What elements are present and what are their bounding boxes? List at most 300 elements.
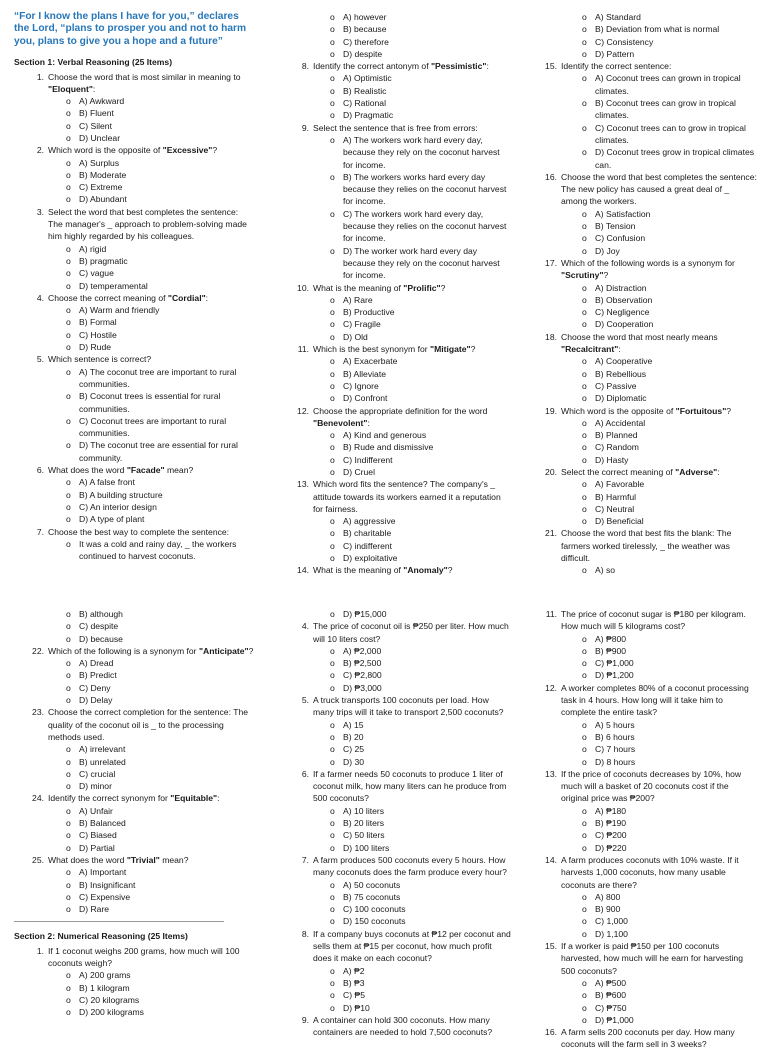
option-text: C) Ignore: [343, 380, 379, 391]
answer-option: [527, 355, 757, 367]
option-list: [527, 11, 757, 60]
option-text: C) ₱1,000: [595, 658, 634, 669]
circle-bullet-icon: o: [582, 356, 587, 367]
question-punctuation: mean?: [159, 854, 189, 865]
answer-option: [279, 903, 511, 915]
option-text: D) 30: [343, 756, 365, 767]
question-punctuation: :: [717, 466, 720, 477]
circle-bullet-icon: o: [66, 501, 71, 512]
option-text: B) Balanced: [79, 818, 126, 829]
option-text: B) Moderate: [79, 169, 127, 180]
option-text: C) ₱5: [343, 990, 365, 1001]
question-text: If a worker is paid ₱150 per 100 coconuts harvested, how much will he earn for harvesting 500 coconuts?: [561, 941, 743, 976]
question-stem: [14, 144, 254, 156]
circle-bullet-icon: o: [582, 417, 587, 428]
circle-bullet-icon: o: [582, 98, 587, 109]
circle-bullet-icon: o: [66, 879, 71, 890]
answer-option: [14, 842, 254, 854]
circle-bullet-icon: o: [330, 36, 335, 47]
answer-option: [279, 669, 511, 681]
circle-bullet-icon: o: [582, 368, 587, 379]
question-stem: [279, 620, 511, 645]
answer-option: [14, 608, 254, 620]
option-text: B) The workers works hard every day because they relies on the coconut harvest for income.: [343, 171, 507, 207]
question-item: [527, 940, 757, 1026]
option-text: A) Satisfaction: [595, 208, 651, 219]
option-text: C) Consistency: [595, 36, 654, 47]
answer-option: [527, 232, 757, 244]
answer-option: [279, 429, 511, 441]
option-text: D) Unclear: [79, 133, 121, 143]
question-text: Which sentence is correct?: [48, 354, 152, 365]
circle-bullet-icon: o: [582, 36, 587, 47]
answer-option: [14, 107, 254, 119]
circle-bullet-icon: o: [582, 208, 587, 219]
answer-option: [279, 891, 511, 903]
question-stem: [14, 464, 254, 476]
question-item: [527, 527, 757, 576]
question-stem: [527, 257, 757, 282]
column-middle: [279, 11, 511, 577]
circle-bullet-icon: o: [582, 756, 587, 767]
option-text: C) Coconut trees are important to rural communities.: [79, 415, 227, 439]
answer-option: [14, 982, 254, 994]
option-list: [14, 304, 254, 353]
question-keyword: "Benevolent": [313, 417, 368, 428]
question-number: 8.: [301, 61, 309, 72]
circle-bullet-icon: o: [582, 454, 587, 465]
option-list: [279, 879, 511, 928]
option-list: [527, 805, 757, 854]
answer-option: [279, 977, 511, 989]
question-item: [527, 682, 757, 768]
option-text: B) Rebellious: [595, 368, 647, 379]
option-text: C) ₱200: [595, 830, 627, 841]
question-stem: [14, 792, 254, 804]
option-text: B) 1 kilogram: [79, 982, 130, 993]
question-number: 19.: [545, 405, 557, 416]
question-item: [14, 206, 254, 292]
option-text: D) Hasty: [595, 454, 629, 465]
option-text: C) Coconut trees can to grow in tropical climates.: [595, 122, 746, 145]
circle-bullet-icon: o: [330, 516, 335, 527]
circle-bullet-icon: o: [66, 477, 71, 488]
option-text: C) Fragile: [343, 319, 381, 330]
answer-option: [279, 208, 511, 245]
question-stem: [279, 405, 511, 430]
question-text: A farm produces coconuts with 10% waste. If it harvests 1,000 coconuts, how many usable coconuts are there?: [561, 854, 739, 890]
circle-bullet-icon: o: [330, 73, 335, 84]
section-1-title: Section 1: Verbal Reasoning (25 Items): [14, 57, 173, 68]
answer-option: [279, 965, 511, 977]
circle-bullet-icon: o: [582, 221, 587, 232]
answer-option: [527, 564, 757, 576]
answer-option: [279, 245, 511, 282]
circle-bullet-icon: o: [582, 842, 587, 853]
option-text: A) 5 hours: [595, 719, 635, 730]
option-list: [279, 515, 511, 564]
option-text: A) Unfair: [79, 805, 113, 816]
circle-bullet-icon: o: [582, 818, 587, 829]
answer-option: [527, 928, 757, 940]
answer-option: [279, 134, 511, 171]
circle-bullet-icon: o: [66, 805, 71, 816]
answer-option: [279, 11, 511, 23]
circle-bullet-icon: o: [330, 744, 335, 755]
answer-option: [14, 267, 254, 279]
answer-option: [14, 768, 254, 780]
answer-option: [279, 171, 511, 208]
circle-bullet-icon: o: [66, 744, 71, 755]
question-stem: [14, 706, 254, 743]
answer-option: [279, 368, 511, 380]
answer-option: [14, 169, 254, 181]
answer-option: [527, 989, 757, 1001]
answer-option: [279, 743, 511, 755]
option-text: C) The workers work hard every day, because they relies on the coconut harvest for income.: [343, 208, 507, 244]
option-text: C) 20 kilograms: [79, 994, 140, 1005]
option-text: B) Fluent: [79, 108, 114, 119]
question-item: [527, 257, 757, 331]
question-list: [14, 71, 254, 563]
answer-option: [527, 380, 757, 392]
answer-option: [527, 805, 757, 817]
answer-option: [14, 157, 254, 169]
question-number: 15.: [545, 941, 557, 952]
answer-option: [527, 503, 757, 515]
question-item: [279, 60, 511, 121]
question-text: Which of the following is a synonym for: [48, 645, 199, 656]
option-text: B) 20: [343, 731, 364, 742]
answer-option: [14, 669, 254, 681]
option-text: B) Tension: [595, 221, 636, 232]
question-stem: [14, 945, 254, 970]
question-item: [279, 854, 511, 928]
answer-option: [279, 608, 511, 620]
question-text: If a company buys coconuts at ₱12 per coconut and sells them at ₱15 per coconut, how much profit does it make on each coconut?: [313, 928, 511, 964]
option-text: C) therefore: [343, 36, 389, 47]
question-punctuation: ?: [447, 565, 453, 576]
answer-option: [14, 866, 254, 878]
option-text: B) Coconut trees is essential for rural communities.: [79, 391, 221, 414]
question-item: [279, 343, 511, 404]
question-text: Choose the correct completion for the sentence: The quality of the coconut oil is _ to the processing methods used.: [48, 707, 248, 742]
question-text: If 1 coconut weighs 200 grams, how much will 100 coconuts weigh?: [48, 945, 240, 969]
question-punctuation: ?: [440, 282, 446, 293]
circle-bullet-icon: o: [582, 380, 587, 391]
option-text: C) Silent: [79, 120, 112, 131]
circle-bullet-icon: o: [582, 12, 587, 22]
answer-option: [527, 318, 757, 330]
circle-bullet-icon: o: [66, 830, 71, 841]
option-text: D) ₱1,200: [595, 670, 634, 681]
question-number: 20.: [545, 466, 557, 477]
circle-bullet-icon: o: [330, 208, 335, 219]
question-text: Choose the correct meaning of: [48, 292, 168, 303]
option-list: [527, 633, 757, 682]
circle-bullet-icon: o: [66, 342, 71, 353]
option-text: B) Insignificant: [79, 879, 136, 890]
answer-option: [527, 842, 757, 854]
answer-option: [527, 245, 757, 257]
option-text: C) vague: [79, 268, 114, 279]
answer-option: [279, 842, 511, 854]
circle-bullet-icon: o: [66, 415, 71, 426]
option-text: A) ₱2: [343, 965, 365, 976]
question-text: Select the sentence that is free from errors:: [313, 122, 478, 133]
option-text: A) Important: [79, 867, 127, 878]
question-item: [279, 405, 511, 479]
answer-option: [279, 805, 511, 817]
answer-option: [527, 429, 757, 441]
answer-option: [527, 731, 757, 743]
question-text: Identify the correct sentence:: [561, 61, 672, 72]
option-list: [14, 243, 254, 292]
circle-bullet-icon: o: [66, 133, 71, 143]
option-list: [14, 538, 254, 563]
option-text: A) Kind and generous: [343, 430, 427, 441]
question-text: A container can hold 300 coconuts. How many containers are needed to hold 7,500 coconuts?: [313, 1014, 493, 1038]
circle-bullet-icon: o: [582, 916, 587, 927]
option-text: C) Confusion: [595, 233, 646, 244]
question-item: [527, 11, 757, 60]
question-item: [14, 71, 254, 145]
circle-bullet-icon: o: [330, 609, 335, 619]
circle-bullet-icon: o: [330, 442, 335, 453]
question-list: [279, 11, 511, 577]
circle-bullet-icon: o: [66, 633, 71, 644]
option-list: [279, 72, 511, 121]
question-stem: [14, 71, 254, 96]
option-text: D) Partial: [79, 842, 115, 853]
question-number: 16.: [545, 171, 557, 182]
answer-option: [14, 390, 254, 415]
option-text: A) The coconut tree are important to rural communities.: [79, 366, 237, 389]
question-text: Which word is the opposite of: [48, 145, 163, 156]
circle-bullet-icon: o: [582, 633, 587, 644]
question-number: 14.: [297, 565, 309, 576]
answer-option: [527, 1014, 757, 1026]
answer-option: [279, 527, 511, 539]
question-text: If a farmer needs 50 coconuts to produce 1 liter of coconut milk, how many liters can he produce from 500 coconuts?: [313, 768, 507, 804]
option-text: D) despite: [343, 48, 383, 59]
option-list: [527, 417, 757, 466]
answer-option: [279, 294, 511, 306]
question-item: [279, 282, 511, 343]
question-keyword: "Recalcitrant": [561, 344, 619, 355]
question-text: The price of coconut sugar is ₱180 per kilogram. How much will 5 kilograms cost?: [561, 609, 746, 632]
circle-bullet-icon: o: [66, 514, 71, 525]
circle-bullet-icon: o: [582, 719, 587, 730]
question-number: 5.: [301, 695, 309, 706]
answer-option: [279, 331, 511, 343]
question-number: 9.: [301, 122, 309, 133]
answer-option: [527, 392, 757, 404]
question-stem: [14, 854, 254, 866]
option-list: [279, 294, 511, 343]
option-list: [279, 719, 511, 768]
question-keyword: "Pessimistic": [430, 61, 487, 72]
circle-bullet-icon: o: [330, 965, 335, 976]
answer-option: [279, 657, 511, 669]
answer-option: [14, 620, 254, 632]
answer-option: [279, 756, 511, 768]
question-number: 1.: [36, 71, 44, 82]
answer-option: [14, 366, 254, 391]
answer-option: [527, 891, 757, 903]
answer-option: [527, 669, 757, 681]
answer-option: [279, 109, 511, 121]
question-item: [527, 331, 757, 405]
answer-option: [14, 255, 254, 267]
question-stem: [279, 564, 511, 576]
circle-bullet-icon: o: [582, 744, 587, 755]
option-text: B) Planned: [595, 430, 638, 441]
option-text: B) 6 hours: [595, 731, 635, 742]
question-number: 3.: [36, 206, 44, 217]
circle-bullet-icon: o: [582, 122, 587, 133]
option-list: [279, 965, 511, 1014]
option-text: D) Cruel: [343, 466, 375, 477]
circle-bullet-icon: o: [582, 731, 587, 742]
answer-option: [279, 1002, 511, 1014]
question-text: The price of coconut oil is ₱250 per liter. How much will 10 liters cost?: [313, 621, 509, 644]
question-number: 9.: [301, 1014, 309, 1025]
option-text: A) The workers work hard every day, because they rely on the coconut harvest for income.: [343, 134, 500, 170]
answer-option: [527, 368, 757, 380]
option-text: B) although: [79, 609, 123, 619]
option-text: A) aggressive: [343, 516, 396, 527]
question-number: 16.: [545, 1027, 557, 1038]
column-left: [14, 608, 254, 1019]
option-text: A) 200 grams: [79, 970, 131, 981]
question-stem: [527, 682, 757, 719]
option-text: C) Biased: [79, 830, 117, 841]
question-stem: [527, 171, 757, 208]
answer-option: [527, 72, 757, 97]
question-keyword: "Excessive": [162, 145, 213, 156]
answer-option: [14, 181, 254, 193]
option-text: B) 900: [595, 904, 621, 915]
circle-bullet-icon: o: [330, 98, 335, 109]
question-text: Which of the following words is a synonym for: [561, 257, 735, 268]
circle-bullet-icon: o: [330, 356, 335, 367]
option-text: D) Pattern: [595, 48, 635, 59]
answer-option: [279, 829, 511, 841]
answer-option: [279, 97, 511, 109]
circle-bullet-icon: o: [582, 830, 587, 841]
option-list: [14, 608, 254, 645]
circle-bullet-icon: o: [330, 682, 335, 693]
circle-bullet-icon: o: [582, 393, 587, 404]
circle-bullet-icon: o: [330, 891, 335, 902]
option-text: C) Random: [595, 442, 639, 453]
circle-bullet-icon: o: [330, 466, 335, 477]
circle-bullet-icon: o: [582, 977, 587, 988]
question-text: Identify the correct synonym for: [48, 793, 171, 804]
page-gap: [0, 578, 768, 604]
question-number: 10.: [297, 282, 309, 293]
option-list: [14, 366, 254, 464]
question-number: 12.: [545, 682, 557, 693]
circle-bullet-icon: o: [66, 489, 71, 500]
circle-bullet-icon: o: [330, 879, 335, 890]
question-text: Choose the word that best completes the sentence: The new policy has caused a great deal of _ among the workers.: [561, 171, 757, 207]
question-item: [279, 478, 511, 564]
question-stem: [279, 694, 511, 719]
answer-option: [527, 645, 757, 657]
answer-option: [14, 329, 254, 341]
circle-bullet-icon: o: [66, 781, 71, 792]
answer-option: [527, 633, 757, 645]
question-number: 18.: [545, 331, 557, 342]
option-text: A) Exacerbate: [343, 356, 398, 367]
option-text: It was a cold and rainy day, _ the workers continued to harvest coconuts.: [79, 538, 237, 562]
answer-option: [527, 491, 757, 503]
question-item: [527, 768, 757, 854]
option-text: D) Abundant: [79, 194, 127, 205]
question-text: What is the meaning of: [313, 282, 404, 293]
answer-option: [14, 341, 254, 353]
option-text: C) indifferent: [343, 540, 393, 551]
question-keyword: "Fortuitous": [675, 405, 727, 416]
answer-option: [14, 120, 254, 132]
option-text: B) charitable: [343, 528, 392, 539]
question-stem: [279, 60, 511, 72]
answer-option: [527, 657, 757, 669]
option-text: C) Passive: [595, 380, 637, 391]
question-number: 23.: [32, 707, 44, 718]
answer-option: [527, 294, 757, 306]
question-text: Select the correct meaning of: [561, 466, 676, 477]
circle-bullet-icon: o: [330, 380, 335, 391]
answer-option: [279, 466, 511, 478]
question-keyword: "Adverse": [675, 466, 718, 477]
circle-bullet-icon: o: [582, 319, 587, 330]
circle-bullet-icon: o: [66, 658, 71, 669]
question-stem: [527, 466, 757, 478]
question-item: [279, 768, 511, 854]
circle-bullet-icon: o: [330, 368, 335, 379]
question-stem: [527, 60, 757, 72]
question-list: [14, 945, 254, 1019]
circle-bullet-icon: o: [582, 1002, 587, 1013]
answer-option: [279, 454, 511, 466]
question-text: Which is the best synonym for: [313, 344, 431, 355]
circle-bullet-icon: o: [66, 768, 71, 779]
answer-option: [279, 540, 511, 552]
option-text: A) Rare: [343, 294, 373, 305]
option-text: C) 7 hours: [595, 744, 636, 755]
question-item: [14, 526, 254, 563]
answer-option: [279, 682, 511, 694]
circle-bullet-icon: o: [582, 1014, 587, 1025]
option-list: [527, 478, 757, 527]
option-list: [527, 891, 757, 940]
section-2-title: Section 2: Numerical Reasoning (25 Items): [14, 931, 188, 942]
question-stem: [279, 122, 511, 134]
circle-bullet-icon: o: [66, 194, 71, 205]
circle-bullet-icon: o: [330, 830, 335, 841]
question-text: Choose the word that most nearly means: [561, 331, 718, 342]
circle-bullet-icon: o: [66, 842, 71, 853]
question-punctuation: :: [217, 793, 220, 804]
circle-bullet-icon: o: [66, 280, 71, 291]
option-text: B) because: [343, 24, 387, 35]
option-list: [279, 805, 511, 854]
page-two: [0, 604, 768, 1050]
answer-option: [14, 243, 254, 255]
